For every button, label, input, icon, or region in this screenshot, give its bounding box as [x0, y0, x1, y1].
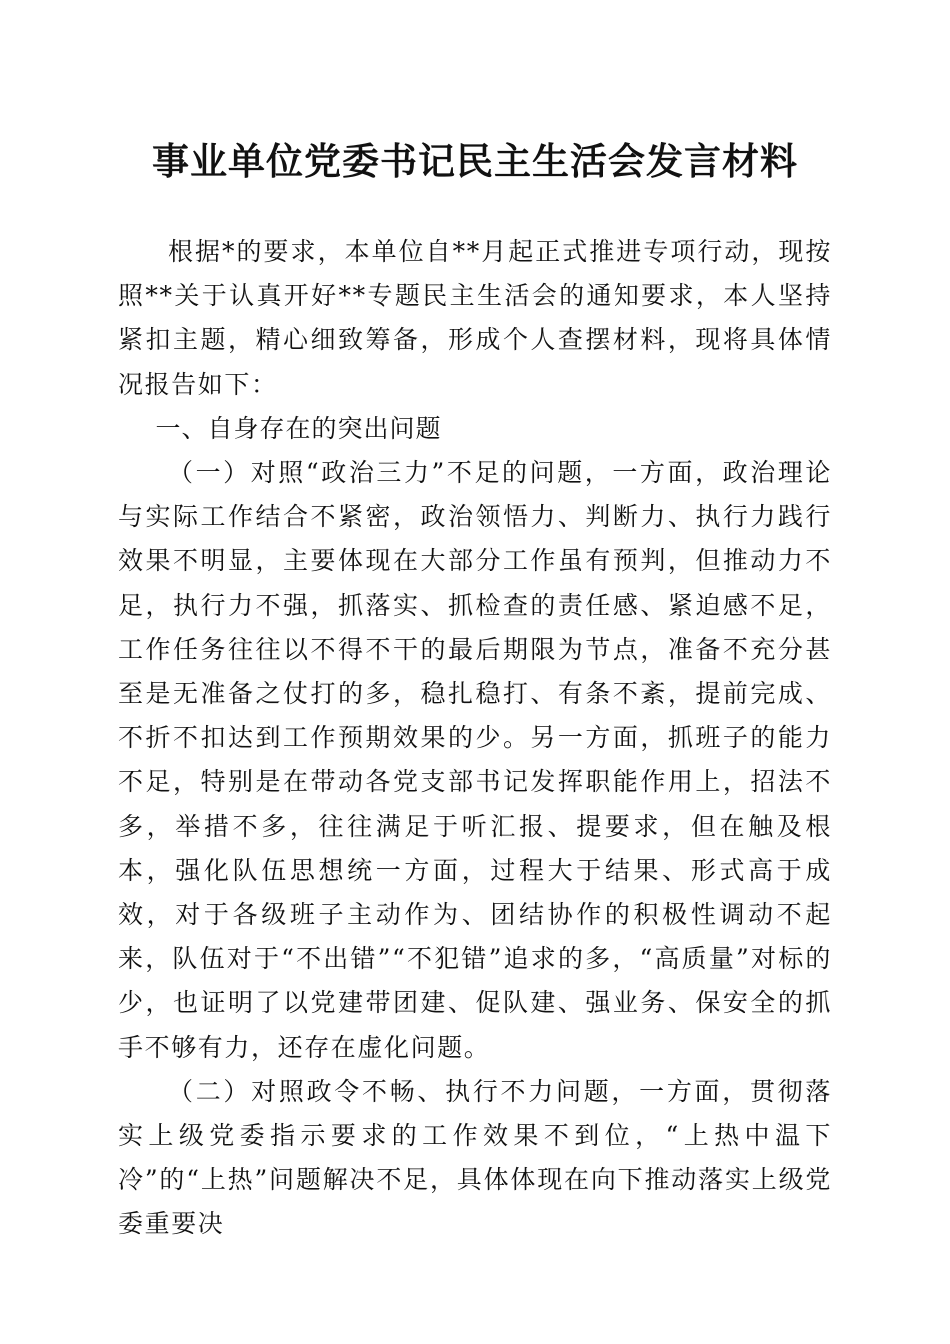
- document-body: [118, 230, 832, 1247]
- intro-paragraph: 根据*的要求，本单位自**月起正式推进专项行动，现按照**关于认真开好**专题民主生活会的通知要求，本人坚持紧扣主题，精心细致筹备，形成个人查摆材料，现将具体情况报告如下：: [118, 237, 832, 399]
- document-title: 事业单位党委书记民主生活会发言材料: [152, 139, 798, 183]
- item-2-paragraph: （二）对照政令不畅、执行不力问题，一方面，贯彻落实上级党委指示要求的工作效果不到位，“上热中温下冷”的“上热”问题解决不足，具体体现在向下推动落实上级党委重要决: [118, 1076, 832, 1239]
- section-heading: 一、自身存在的突出问题: [155, 413, 442, 443]
- item-1-paragraph: （一）对照“政治三力”不足的问题，一方面，政治理论与实际工作结合不紧密，政治领悟力、判断力、执行力践行效果不明显，主要体现在大部分工作虽有预判，但推动力不足，执行力不强，抓落实、抓检查的责任感、紧迫感不足，工作任务往往以不得不干的最后期限为节点，准备不充分甚至是无准备之仗打的多，稳扎稳打、有条不紊，提前完成、不折不扣达到工作预期效果的少。另一方面，抓班子的能力不足，特别是在带动各党支部书记发挥职能作用上，招法不多，举措不多，往往满足于听汇报、提要求，但在触及根本，强化队伍思想统一方面，过程大于结果、形式高于成效，对于各级班子主动作为、团结协作的积极性调动不起来，队伍对于“不出错”“不犯错”追求的多，“高质量”对标的少，也证明了以党建带团建、促队建、强业务、保安全的抓手不够有力，还存在虚化问题。: [118, 458, 832, 1062]
